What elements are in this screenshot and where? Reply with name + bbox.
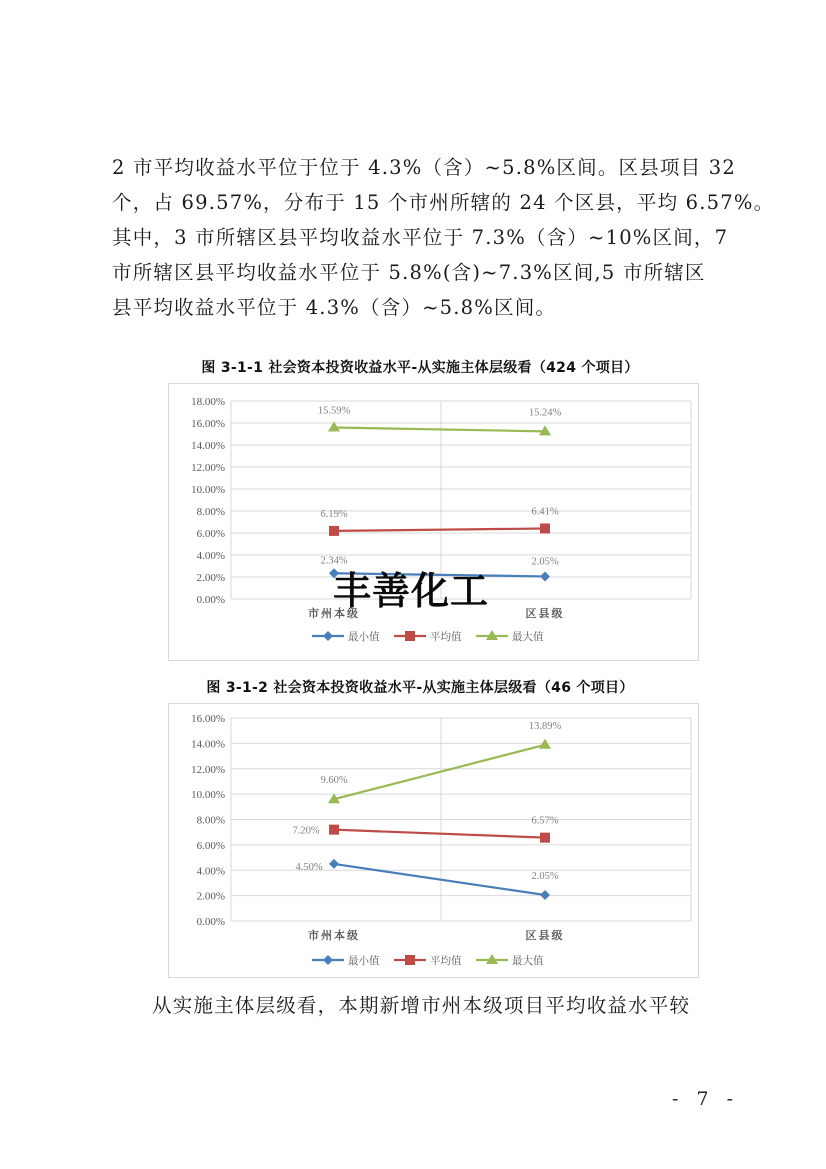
y-tick-label: 4.00% bbox=[196, 865, 225, 878]
data-label: 15.59% bbox=[317, 405, 351, 417]
y-tick-label: 16.00% bbox=[191, 713, 225, 725]
line-chart-2 bbox=[169, 704, 698, 977]
y-tick-label: 10.00% bbox=[191, 789, 225, 802]
data-label: 7.20% bbox=[292, 825, 320, 837]
square-marker-icon bbox=[405, 631, 415, 641]
y-tick-label: 6.00% bbox=[196, 528, 225, 540]
diamond-marker-icon bbox=[323, 631, 333, 641]
y-tick-label: 14.00% bbox=[191, 738, 225, 751]
diamond-marker-icon bbox=[540, 890, 550, 900]
legend-label: 平均值 bbox=[430, 631, 462, 643]
y-tick-label: 18.00% bbox=[191, 396, 225, 408]
y-tick-label: 0.00% bbox=[196, 594, 225, 606]
square-marker-icon bbox=[405, 955, 415, 965]
watermark-text: 丰善化工 bbox=[333, 569, 490, 613]
chart-legend bbox=[312, 954, 544, 967]
series-2 bbox=[318, 406, 562, 436]
y-tick-label: 10.00% bbox=[191, 484, 225, 496]
y-tick-label: 8.00% bbox=[196, 814, 225, 827]
data-label: 15.24% bbox=[528, 407, 562, 419]
y-tick-label: 4.00% bbox=[196, 550, 225, 562]
body-paragraph-2 bbox=[152, 988, 732, 1023]
x-category-label: 市州本级 bbox=[308, 929, 360, 942]
data-label: 6.57% bbox=[531, 815, 559, 827]
text-line: 2 市平均收益水平位于位于 4.3%（含）~5.8%区间。区县项目 32 bbox=[112, 156, 736, 179]
data-label: 4.50% bbox=[295, 861, 323, 873]
legend-label: 最小值 bbox=[348, 955, 380, 967]
text-line: 县平均收益水平位于 4.3%（含）~5.8%区间。 bbox=[112, 296, 557, 319]
text-line: 个，占 69.57%，分布于 15 个市州所辖的 24 个区县，平均 6.57%。 bbox=[112, 191, 775, 214]
square-marker-icon bbox=[540, 523, 550, 533]
y-tick-label: 14.00% bbox=[191, 440, 225, 452]
series-line bbox=[334, 830, 545, 838]
y-tick-label: 0.00% bbox=[196, 916, 225, 928]
body-paragraph-1 bbox=[112, 150, 775, 325]
diamond-marker-icon bbox=[329, 859, 339, 869]
y-tick-label: 12.00% bbox=[191, 462, 225, 474]
series-line bbox=[334, 528, 545, 530]
data-label: 13.89% bbox=[528, 720, 562, 732]
y-tick-label: 16.00% bbox=[191, 418, 225, 430]
series-line bbox=[334, 864, 545, 895]
chart-legend bbox=[312, 630, 544, 643]
data-label: 6.41% bbox=[531, 506, 559, 518]
y-tick-label: 12.00% bbox=[191, 763, 225, 776]
y-tick-label: 2.00% bbox=[196, 890, 225, 903]
line-chart-1 bbox=[169, 384, 698, 660]
diamond-marker-icon bbox=[540, 571, 550, 581]
y-tick-label: 8.00% bbox=[196, 506, 225, 518]
legend-label: 平均值 bbox=[430, 955, 462, 967]
y-tick-label: 6.00% bbox=[196, 839, 225, 852]
x-category-label: 市州本级 bbox=[308, 607, 360, 620]
figure-2-chart bbox=[168, 703, 699, 978]
x-category-label: 区县级 bbox=[525, 929, 565, 942]
data-label: 2.34% bbox=[320, 555, 348, 567]
square-marker-icon bbox=[540, 833, 550, 843]
diamond-marker-icon bbox=[323, 955, 333, 965]
y-tick-label: 2.00% bbox=[196, 572, 225, 584]
text-line: 从实施主体层级看，本期新增市州本级项目平均收益水平较 bbox=[152, 994, 691, 1017]
page-number: - 7 - bbox=[672, 1088, 740, 1110]
data-label: 9.60% bbox=[320, 775, 348, 787]
legend-label: 最大值 bbox=[512, 631, 544, 643]
figure-1-chart bbox=[168, 383, 699, 661]
figure-1-caption: 图 3-1-1 社会资本投资收益水平-从实施主体层级看（424 个项目） bbox=[201, 360, 639, 376]
figure-2-caption: 图 3-1-2 社会资本投资收益水平-从实施主体层级看（46 个项目） bbox=[206, 680, 634, 696]
data-label: 6.19% bbox=[320, 508, 348, 520]
legend-label: 最小值 bbox=[348, 631, 380, 643]
square-marker-icon bbox=[329, 526, 339, 536]
series-0 bbox=[295, 859, 558, 900]
data-label: 2.05% bbox=[531, 556, 559, 568]
x-category-label: 区县级 bbox=[525, 607, 565, 620]
legend-label: 最大值 bbox=[512, 955, 544, 967]
text-line: 市所辖区县平均收益水平位于 5.8%(含)~7.3%区间,5 市所辖区 bbox=[112, 261, 706, 284]
series-line bbox=[334, 745, 545, 799]
text-line: 其中，3 市所辖区县平均收益水平位于 7.3%（含）~10%区间，7 bbox=[112, 226, 729, 249]
series-line bbox=[334, 428, 545, 432]
data-label: 2.05% bbox=[531, 870, 559, 882]
square-marker-icon bbox=[329, 825, 339, 835]
